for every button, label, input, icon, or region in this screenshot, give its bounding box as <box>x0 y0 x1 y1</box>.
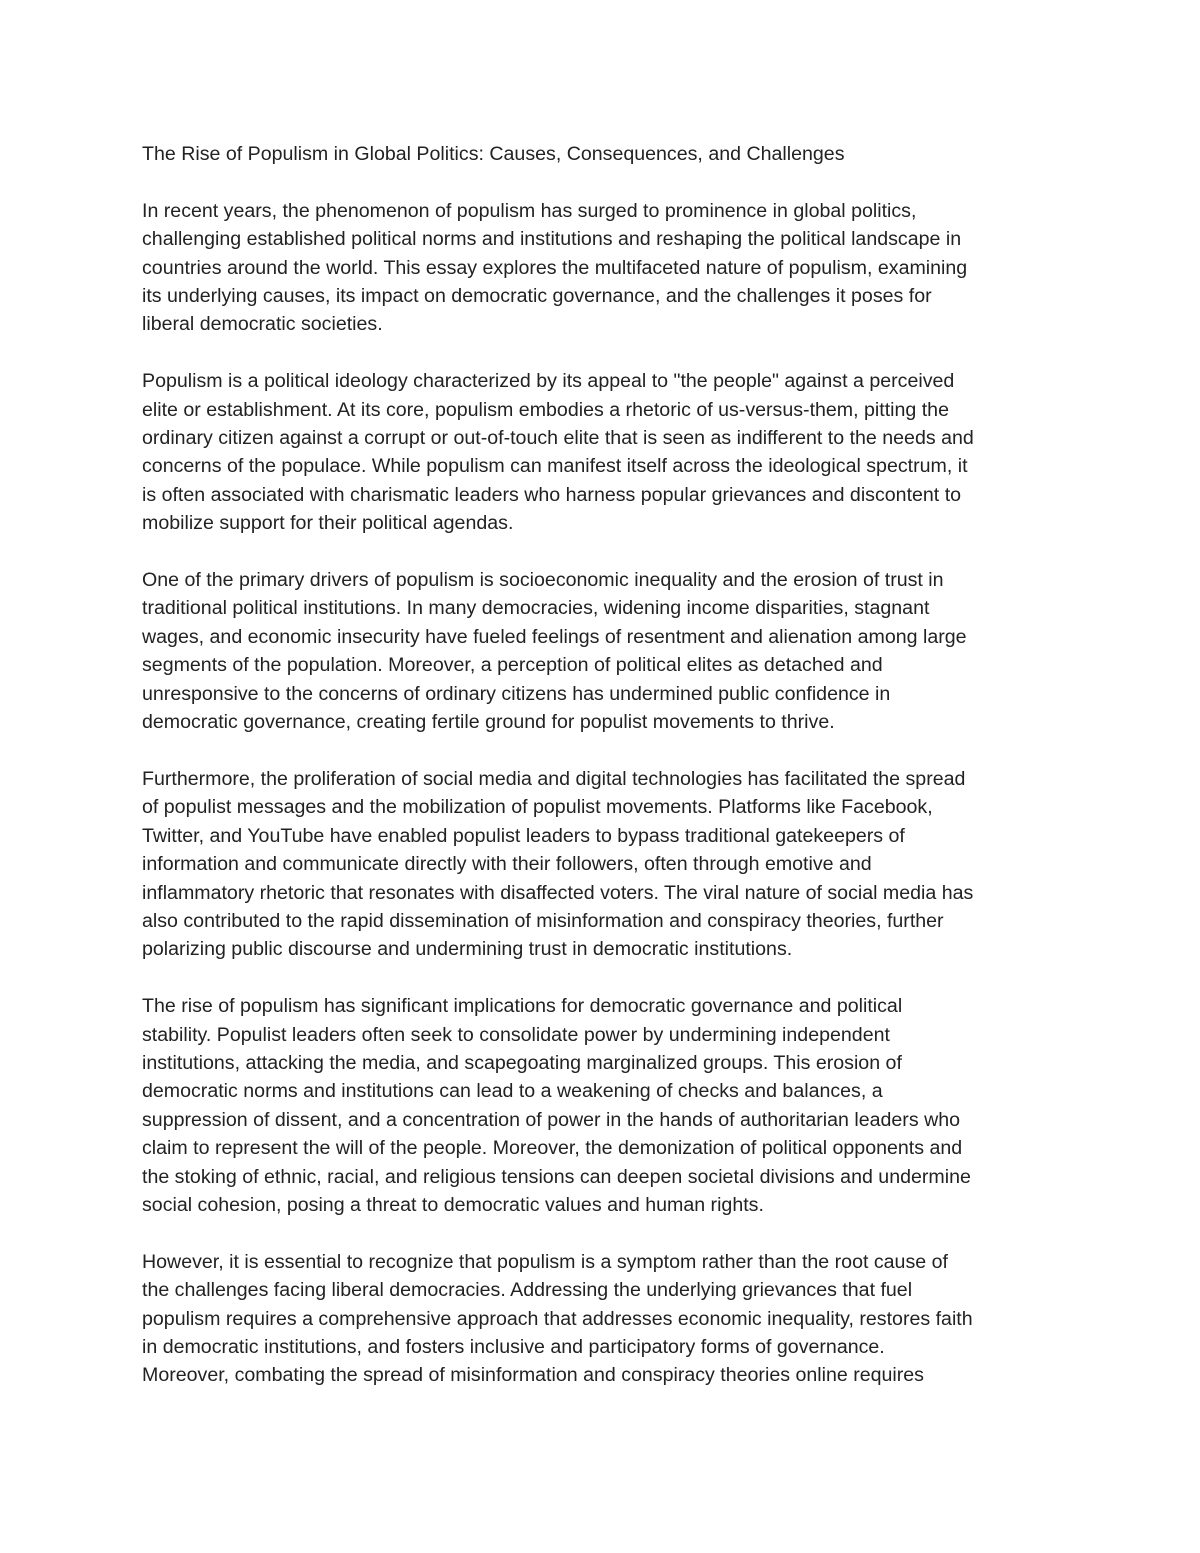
paragraph-list <box>142 197 1072 1390</box>
text-line: claim to represent the will of the people. Moreover, the demonization of political opponents and <box>142 1137 963 1160</box>
text-line: liberal democratic societies. <box>142 313 383 336</box>
text-line: countries around the world. This essay explores the multifaceted nature of populism, examining <box>142 256 968 279</box>
text-line: unresponsive to the concerns of ordinary citizens has undermined public confidence in <box>142 682 891 705</box>
text-line: social cohesion, posing a threat to democratic values and human rights. <box>142 1193 764 1216</box>
text-line: ordinary citizen against a corrupt or out-of-touch elite that is seen as indifferent to the needs and <box>142 427 974 450</box>
text-line: concerns of the populace. While populism can manifest itself across the ideological spectrum, it <box>142 455 968 478</box>
text-line: inflammatory rhetoric that resonates with disaffected voters. The viral nature of social media has <box>142 881 974 904</box>
text-line: information and communicate directly with their followers, often through emotive and <box>142 853 872 876</box>
text-line: institutions, attacking the media, and scapegoating marginalized groups. This erosion of <box>142 1051 902 1074</box>
text-line: is often associated with charismatic leaders who harness popular grievances and discontent to <box>142 483 962 506</box>
paragraph <box>142 566 1072 736</box>
text-line: traditional political institutions. In many democracies, widening income disparities, stagnant <box>142 597 930 620</box>
paragraph <box>142 197 1072 339</box>
text-line: elite or establishment. At its core, populism embodies a rhetoric of us-versus-them, pitting the <box>142 398 949 421</box>
paragraph <box>142 367 1072 537</box>
document-body <box>142 140 1072 1418</box>
text-line: In recent years, the phenomenon of populism has surged to prominence in global politics, <box>142 199 917 222</box>
paragraph <box>142 1248 1072 1390</box>
text-line: Populism is a political ideology characterized by its appeal to "the people" against a perceived <box>142 370 955 393</box>
text-line: Moreover, combating the spread of misinformation and conspiracy theories online requires <box>142 1364 924 1387</box>
text-line: One of the primary drivers of populism is socioeconomic inequality and the erosion of trust in <box>142 569 944 592</box>
text-line: suppression of dissent, and a concentration of power in the hands of authoritarian leaders who <box>142 1108 961 1131</box>
text-line: polarizing public discourse and undermining trust in democratic institutions. <box>142 938 793 961</box>
text-line: the challenges facing liberal democracies. Addressing the underlying grievances that fuel <box>142 1279 913 1302</box>
text-line: populism requires a comprehensive approach that addresses economic inequality, restores faith <box>142 1307 973 1330</box>
text-line: of populist messages and the mobilization of populist movements. Platforms like Facebook, <box>142 796 933 819</box>
document-title: The Rise of Populism in Global Politics: Causes, Consequences, and Challenges <box>142 143 845 165</box>
text-line: However, it is essential to recognize that populism is a symptom rather than the root cause of <box>142 1250 948 1273</box>
paragraph <box>142 765 1072 964</box>
text-line: The rise of populism has significant implications for democratic governance and political <box>142 995 903 1018</box>
paragraph <box>142 992 1072 1219</box>
text-line: the stoking of ethnic, racial, and religious tensions can deepen societal divisions and undermine <box>142 1165 971 1188</box>
text-line: stability. Populist leaders often seek to consolidate power by undermining independent <box>142 1023 890 1046</box>
text-line: democratic governance, creating fertile ground for populist movements to thrive. <box>142 711 835 734</box>
text-line: in democratic institutions, and fosters inclusive and participatory forms of governance. <box>142 1335 885 1358</box>
text-line: its underlying causes, its impact on democratic governance, and the challenges it poses for <box>142 285 932 308</box>
text-line: challenging established political norms and institutions and reshaping the political landscape in <box>142 228 962 251</box>
text-line: Furthermore, the proliferation of social media and digital technologies has facilitated the spread <box>142 767 966 790</box>
text-line: wages, and economic insecurity have fueled feelings of resentment and alienation among large <box>142 625 967 648</box>
text-line: mobilize support for their political agendas. <box>142 512 514 535</box>
text-line: Twitter, and YouTube have enabled populist leaders to bypass traditional gatekeepers of <box>142 824 905 847</box>
text-line: also contributed to the rapid dissemination of misinformation and conspiracy theories, further <box>142 909 944 932</box>
text-line: segments of the population. Moreover, a perception of political elites as detached and <box>142 654 883 677</box>
text-line: democratic norms and institutions can lead to a weakening of checks and balances, a <box>142 1080 883 1103</box>
